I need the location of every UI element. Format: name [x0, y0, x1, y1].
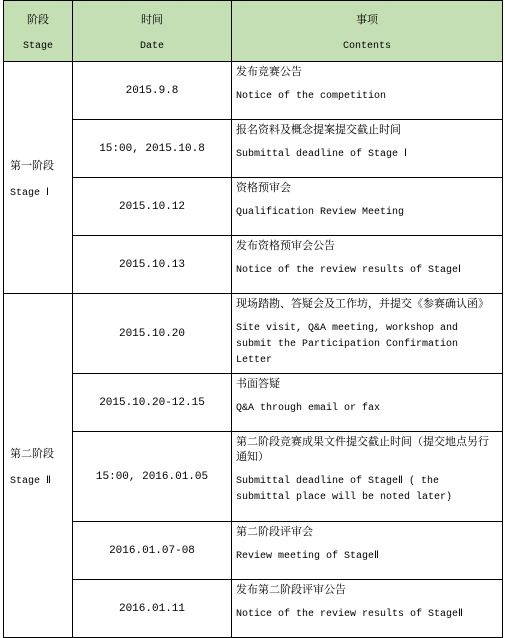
content-cell: [232, 294, 503, 374]
table-row: [4, 580, 503, 638]
content-zh: 现场踏勘、答疑会及工作坊，并提交《参赛确认函》: [236, 297, 489, 310]
header-contents-en: Contents: [342, 40, 391, 52]
content-cell: [232, 178, 503, 236]
content-cell: [232, 374, 503, 432]
stage-2-zh: 第二阶段: [10, 446, 54, 460]
date-cell: 15:00, 2015.10.8: [73, 120, 232, 178]
date-cell: 2016.01.11: [73, 580, 232, 638]
content-en: Submittal deadline of Stage Ⅰ: [236, 149, 407, 160]
stage-1-zh: 第一阶段: [10, 158, 54, 172]
header-date-zh: 时间: [141, 12, 163, 26]
header-row: [4, 1, 503, 62]
date-cell: 2016.01.07-08: [73, 522, 232, 580]
content-zh: 资格预审会: [236, 181, 291, 194]
header-date-en: Date: [139, 40, 164, 52]
stage-2-en: Stage Ⅱ: [10, 475, 51, 487]
content-cell: [232, 62, 503, 120]
table-row: [4, 120, 503, 178]
header-stage-cell: [4, 1, 73, 62]
table-row: [4, 522, 503, 580]
stage-2-cell: [4, 294, 73, 638]
header-stage-en: Stage: [22, 40, 53, 52]
content-en: Review meeting of StageⅡ: [236, 551, 379, 562]
content-cell: [232, 236, 503, 294]
date-cell: 2015.10.12: [73, 178, 232, 236]
content-zh: 书面答疑: [236, 377, 280, 390]
content-en: Notice of the competition: [236, 91, 387, 102]
content-en: Qualification Review Meeting: [236, 207, 405, 218]
date-cell: 2015.9.8: [73, 62, 232, 120]
content-cell: [232, 580, 503, 638]
table-row: [4, 236, 503, 294]
table-row: [4, 374, 503, 432]
content-zh: 发布资格预审会公告: [236, 239, 335, 252]
header-stage-zh: 阶段: [27, 12, 49, 26]
content-zh: 报名资料及概念提案提交截止时间: [236, 123, 401, 136]
date-cell: 2015.10.20: [73, 294, 232, 374]
schedule-table: [3, 0, 503, 638]
date-cell: 2015.10.13: [73, 236, 232, 294]
header-contents-cell: [232, 1, 503, 62]
header-date-cell: [73, 1, 232, 62]
content-en: Notice of the review results of StageⅠ: [236, 265, 461, 276]
content-zh: 第二阶段评审会: [236, 525, 313, 538]
content-cell: [232, 432, 503, 522]
table-row: [4, 294, 503, 374]
table-row: [4, 178, 503, 236]
table-row: [4, 432, 503, 522]
table-row: [4, 62, 503, 120]
date-cell: 2015.10.20-12.15: [73, 374, 232, 432]
stage-1-cell: [4, 62, 73, 294]
content-cell: [232, 120, 503, 178]
content-en: Notice of the review results of StageⅡ: [236, 609, 463, 620]
content-en: Submittal deadline of StageⅡ ( the submittal place will be noted later): [236, 476, 453, 503]
content-en: Q&A through email or fax: [236, 403, 381, 414]
date-cell: 15:00, 2016.01.05: [73, 432, 232, 522]
content-zh: 第二阶段竞赛成果文件提交截止时间（提交地点另行通知）: [236, 435, 489, 463]
header-contents-zh: 事项: [356, 12, 378, 26]
content-cell: [232, 522, 503, 580]
stage-1-en: Stage Ⅰ: [10, 187, 49, 199]
content-zh: 发布第二阶段评审公告: [236, 583, 346, 596]
content-en: Site visit, Q&A meeting, workshop and submit the Participation Confirmation Letter: [236, 323, 459, 366]
content-zh: 发布竞赛公告: [236, 65, 302, 78]
